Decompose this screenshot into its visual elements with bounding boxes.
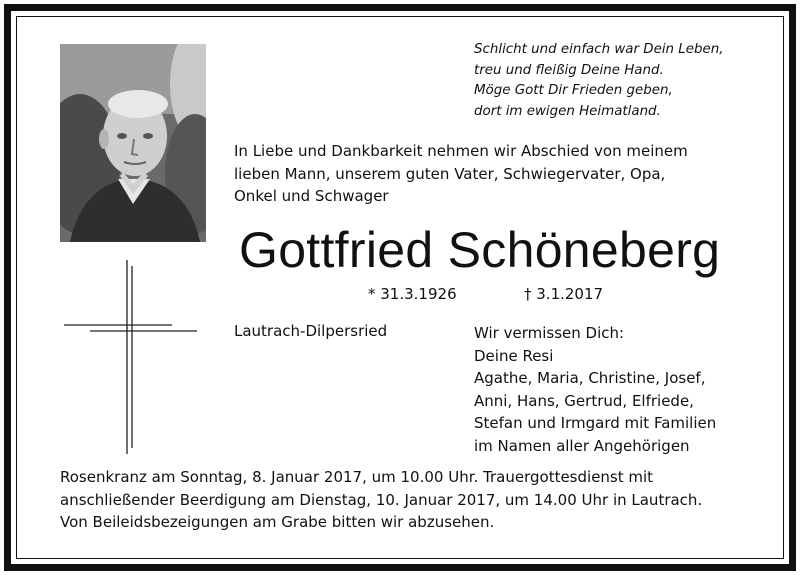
mourners-line: Stefan und Irmgard mit Familien: [474, 414, 717, 433]
mourners-line: Deine Resi: [474, 346, 554, 365]
service-line: Rosenkranz am Sonntag, 8. Januar 2017, um 10.00 Uhr. Trauergottesdienst mit: [60, 468, 654, 486]
poem-line: Schlicht und einfach war Dein Leben,: [474, 42, 724, 57]
service-details: [60, 466, 702, 534]
service-line: anschließender Beerdigung am Dienstag, 10. Januar 2017, um 14.00 Uhr in Lautrach.: [60, 490, 703, 509]
farewell-text: [234, 140, 754, 208]
mourners-line: Wir vermissen Dich:: [474, 324, 625, 342]
poem-line: treu und fleißig Deine Hand.: [474, 62, 664, 78]
mourners-line: im Namen aller Angehörigen: [474, 436, 690, 455]
cross-icon: [62, 258, 202, 458]
residence: Lautrach-Dilpersried: [234, 322, 388, 340]
service-line: Von Beileidsbezeigungen am Grabe bitten wir abzusehen.: [60, 513, 495, 531]
portrait-photo: [60, 44, 206, 242]
mourners-list: [474, 322, 716, 458]
mourners-line: Agathe, Maria, Christine, Josef,: [474, 369, 706, 388]
deceased-name: Gottfried Schöneberg: [239, 222, 721, 278]
poem-line: dort im ewigen Heimatland.: [474, 103, 661, 119]
portrait-illustration: [60, 44, 206, 242]
birth-date: * 31.3.1926: [368, 285, 457, 303]
mourners-line: Anni, Hans, Gertrud, Elfriede,: [474, 391, 694, 410]
death-date: † 3.1.2017: [524, 285, 604, 303]
memorial-poem: [474, 40, 774, 122]
intro-line: lieben Mann, unserem guten Vater, Schwiegervater, Opa,: [234, 164, 666, 183]
intro-line: Onkel und Schwager: [234, 187, 389, 205]
poem-line: Möge Gott Dir Frieden geben,: [474, 83, 673, 98]
intro-line: In Liebe und Dankbarkeit nehmen wir Abschied von meinem: [234, 142, 688, 160]
